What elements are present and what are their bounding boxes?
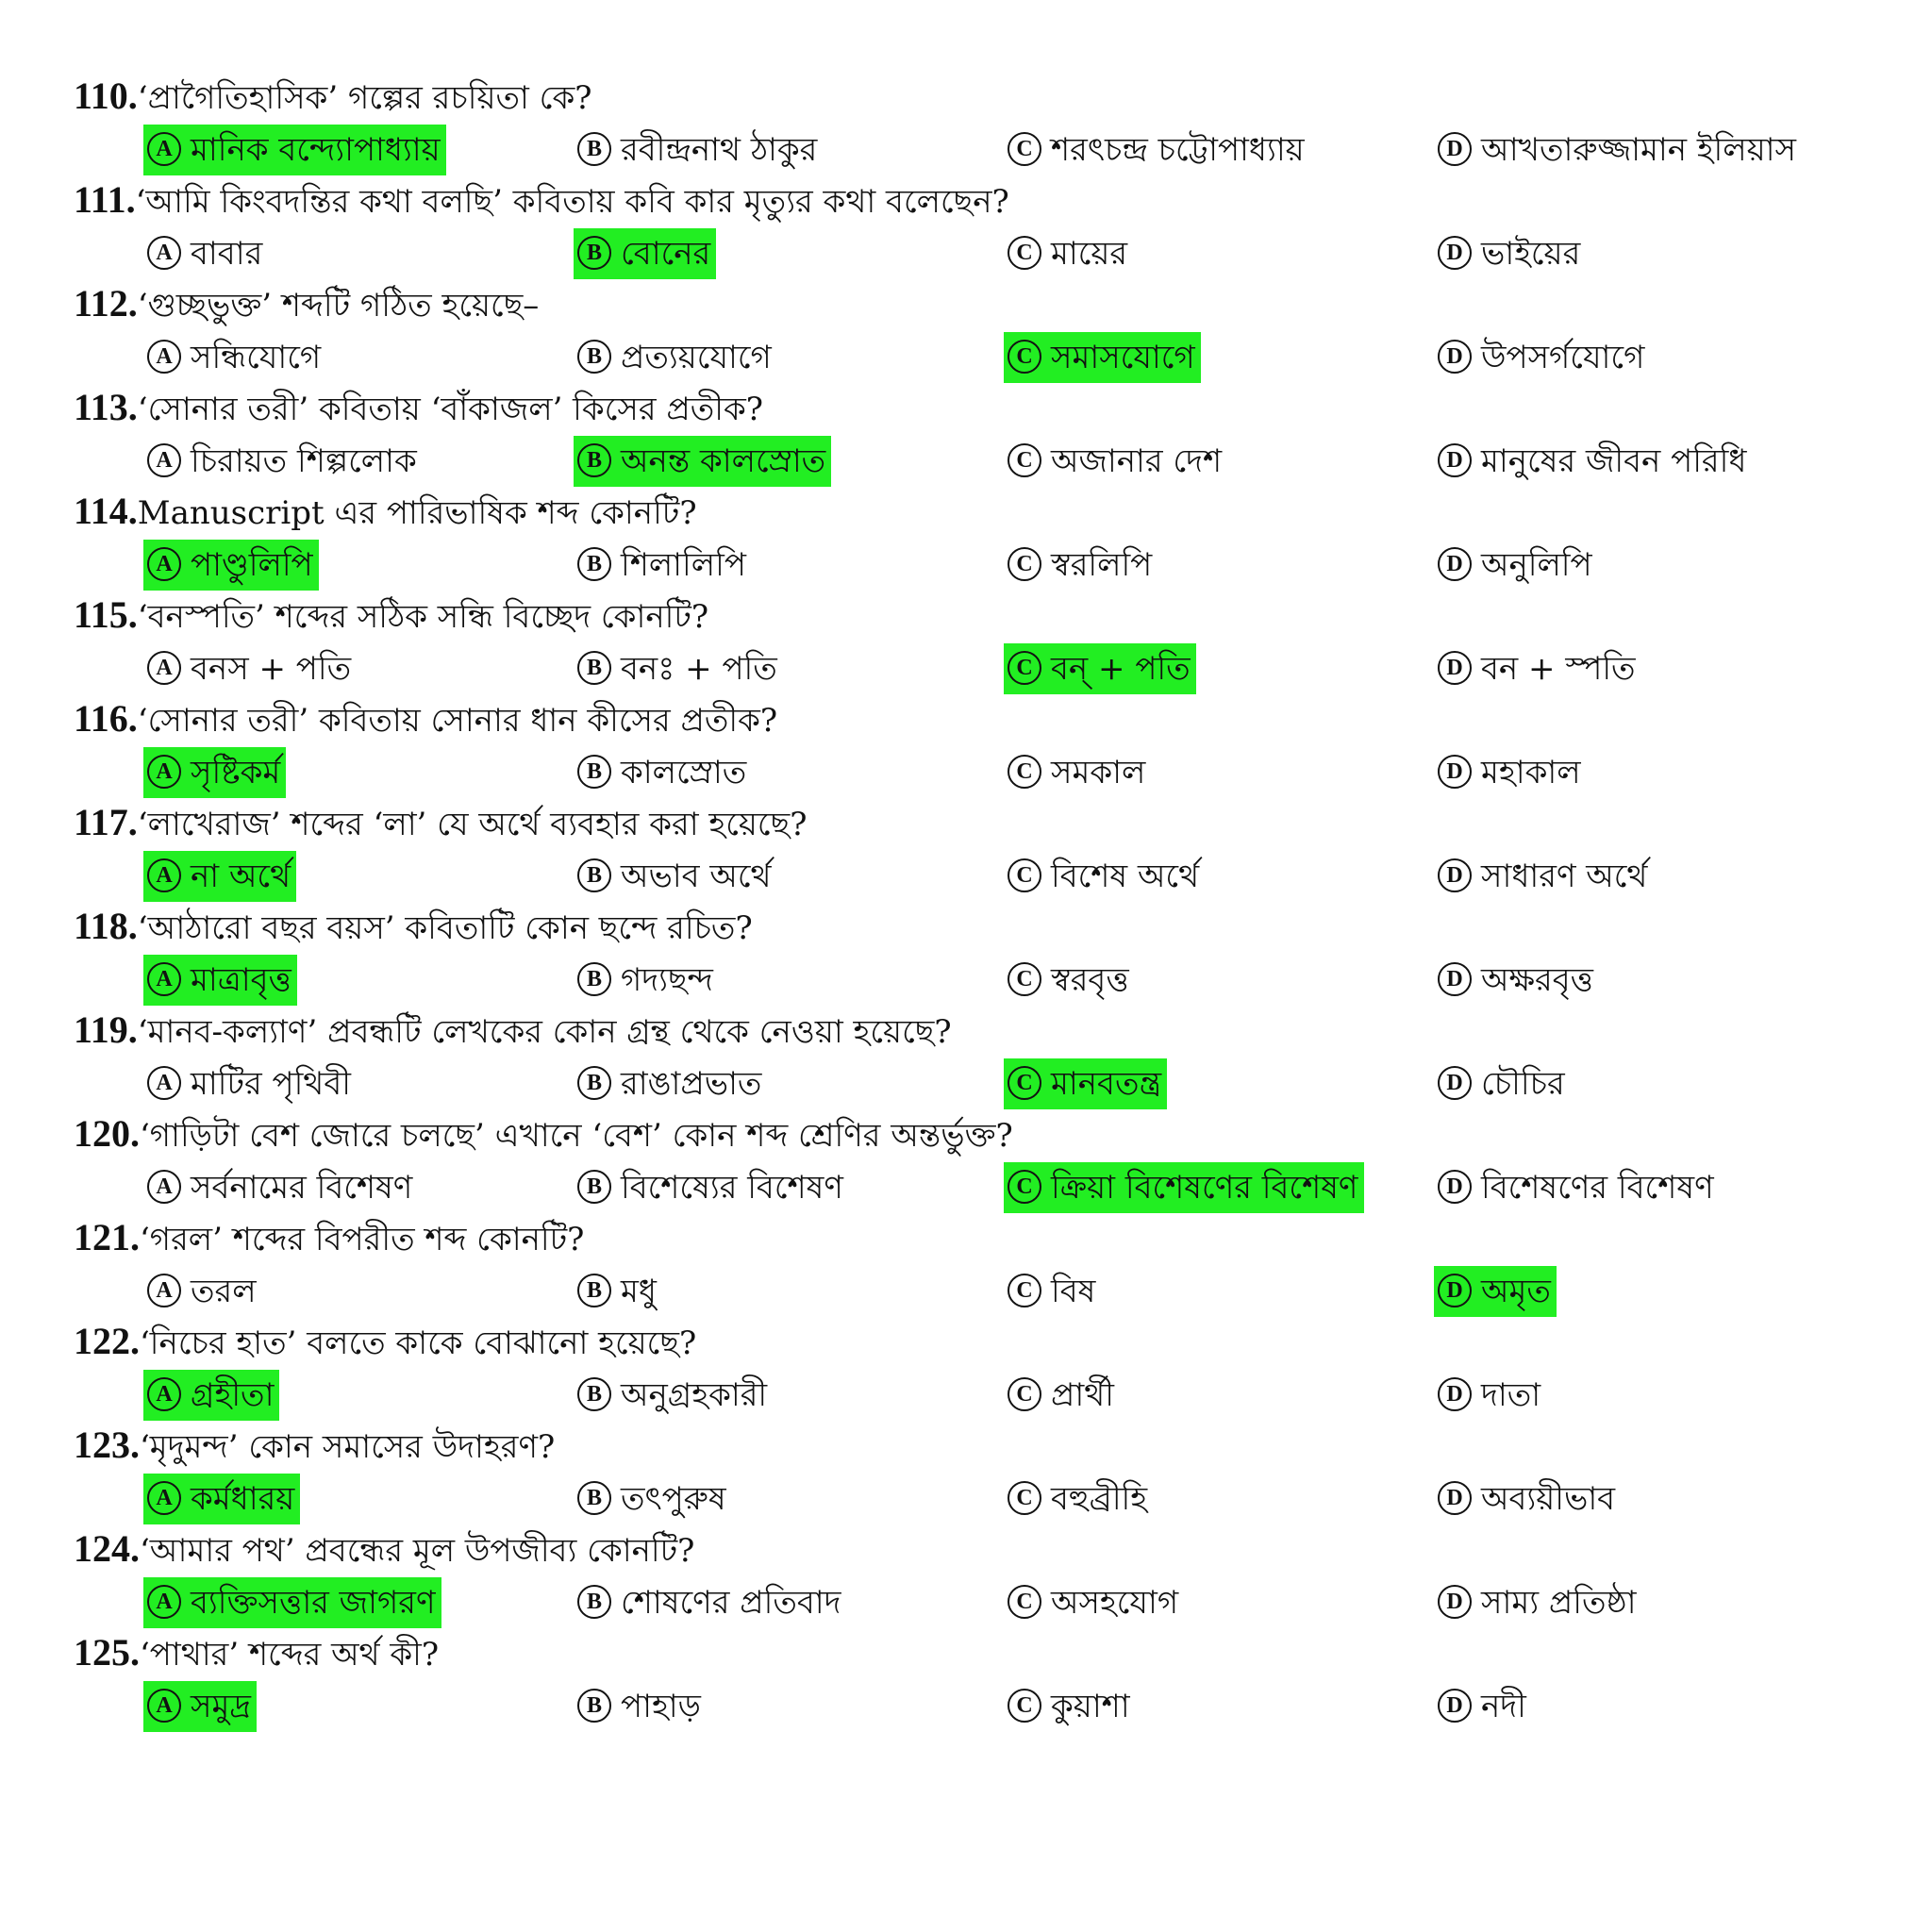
option-d[interactable] xyxy=(1434,1058,1571,1109)
question-text: ‘গাড়িটা বেশ জোরে চলছে’ এখানে ‘বেশ’ কোন শব্দ শ্রেণির অন্তর্ভুক্ত? xyxy=(140,1117,1013,1155)
question-text: ‘লাখেরাজ’ শব্দের ‘লা’ যে অর্থে ব্যবহার করা হয়েছে? xyxy=(137,806,808,843)
question-number: 112. xyxy=(74,282,138,325)
option-d[interactable] xyxy=(1434,540,1598,591)
option-c[interactable] xyxy=(1004,851,1205,902)
answer-options xyxy=(74,1162,1866,1213)
question-text: ‘আঠারো বছর বয়স’ কবিতাটি কোন ছন্দে রচিত? xyxy=(137,909,753,947)
question-line xyxy=(74,694,777,743)
option-text: রাঙাপ্রভাত xyxy=(621,1065,762,1103)
question-number: 119. xyxy=(74,1008,138,1051)
question-line xyxy=(74,798,807,847)
option-d[interactable] xyxy=(1434,332,1650,383)
option-letter-circle-icon: D xyxy=(1438,1274,1472,1307)
option-a[interactable] xyxy=(143,436,423,487)
question-number: 111. xyxy=(74,178,136,221)
option-letter-circle-icon: D xyxy=(1438,651,1472,685)
option-c[interactable] xyxy=(1004,955,1135,1006)
option-b[interactable] xyxy=(574,1681,707,1732)
option-text: বিশেষ্যের বিশেষণ xyxy=(621,1169,843,1207)
option-text: নদী xyxy=(1481,1688,1526,1725)
question-text: ‘পাথার’ শব্দের অর্থ কী? xyxy=(140,1636,440,1674)
option-a-correct[interactable] xyxy=(143,125,446,175)
option-text: পাহাড় xyxy=(621,1688,701,1725)
question-line xyxy=(74,1109,1013,1158)
option-letter-circle-icon: C xyxy=(1008,1377,1041,1411)
option-letter-circle-icon: D xyxy=(1438,547,1472,581)
option-d[interactable] xyxy=(1434,643,1641,694)
question-number: 117. xyxy=(74,801,138,843)
question-item xyxy=(74,383,1866,487)
option-text: ব্যক্তিসত্তার জাগরণ xyxy=(191,1584,436,1622)
option-a[interactable] xyxy=(143,1058,357,1109)
option-text: বিশেষণের বিশেষণ xyxy=(1481,1169,1714,1207)
question-number: 113. xyxy=(74,386,138,428)
question-text: ‘বনস্পতি’ শব্দের সঠিক সন্ধি বিচ্ছেদ কোনটি? xyxy=(137,598,709,636)
option-a[interactable] xyxy=(143,228,268,279)
question-number: 122. xyxy=(74,1320,140,1362)
answer-options xyxy=(74,955,1866,1006)
question-line xyxy=(74,279,539,328)
question-list xyxy=(74,72,1866,1732)
question-line xyxy=(74,1524,694,1574)
option-letter-circle-icon: B xyxy=(577,132,611,166)
option-letter-circle-icon: B xyxy=(577,962,611,996)
question-text: ‘সোনার তরী’ কবিতায় সোনার ধান কীসের প্রতীক? xyxy=(137,702,778,740)
question-number: 114. xyxy=(74,490,138,532)
option-text: স্বরবৃত্ত xyxy=(1051,961,1129,999)
option-letter-circle-icon: D xyxy=(1438,1170,1472,1204)
option-text: বন + স্পতি xyxy=(1481,650,1636,688)
option-letter-circle-icon: A xyxy=(147,1377,181,1411)
option-letter-circle-icon: C xyxy=(1008,1689,1041,1723)
option-letter-circle-icon: A xyxy=(147,1481,181,1515)
option-d[interactable] xyxy=(1434,955,1599,1006)
option-b[interactable] xyxy=(574,332,777,383)
question-item xyxy=(74,1524,1866,1628)
option-d[interactable] xyxy=(1434,1681,1532,1732)
option-letter-circle-icon: B xyxy=(577,755,611,789)
option-d[interactable] xyxy=(1434,436,1752,487)
option-text: চিরায়ত শিল্পলোক xyxy=(191,442,417,480)
option-letter-circle-icon: A xyxy=(147,755,181,789)
option-text: তৎপুরুষ xyxy=(621,1480,726,1518)
answer-options xyxy=(74,125,1866,175)
option-d[interactable] xyxy=(1434,125,1802,175)
option-letter-circle-icon: B xyxy=(577,1377,611,1411)
option-a-correct[interactable] xyxy=(143,747,286,798)
option-b[interactable] xyxy=(574,1370,773,1421)
option-a[interactable] xyxy=(143,643,357,694)
option-letter-circle-icon: D xyxy=(1438,340,1472,374)
option-letter-circle-icon: C xyxy=(1008,340,1041,374)
option-text: মানিক বন্দ্যোপাধ্যায় xyxy=(191,131,441,169)
option-text: শোষণের প্রতিবাদ xyxy=(621,1584,841,1622)
option-text: শিলালিপি xyxy=(621,546,746,584)
option-letter-circle-icon: D xyxy=(1438,443,1472,477)
question-text: ‘আমার পথ’ প্রবন্ধের মূল উপজীব্য কোনটি? xyxy=(140,1532,695,1570)
question-text: Manuscript এর পারিভাষিক শব্দ কোনটি? xyxy=(137,494,697,532)
option-text: প্রত্যয়যোগে xyxy=(621,339,772,376)
option-letter-circle-icon: D xyxy=(1438,1066,1472,1100)
option-text: মহাকাল xyxy=(1481,754,1581,791)
option-letter-circle-icon: A xyxy=(147,443,181,477)
option-text: আখতারুজ্জামান ইলিয়াস xyxy=(1481,131,1796,169)
question-number: 110. xyxy=(74,75,138,117)
option-text: শরৎচন্দ্র চট্টোপাধ্যায় xyxy=(1051,131,1305,169)
option-d[interactable] xyxy=(1434,747,1587,798)
option-text: সাম্য প্রতিষ্ঠা xyxy=(1481,1584,1637,1622)
option-d[interactable] xyxy=(1434,1370,1546,1421)
question-line xyxy=(74,1421,555,1470)
option-letter-circle-icon: B xyxy=(577,1274,611,1307)
option-letter-circle-icon: B xyxy=(577,236,611,270)
option-letter-circle-icon: B xyxy=(577,1170,611,1204)
option-letter-circle-icon: C xyxy=(1008,547,1041,581)
question-item xyxy=(74,902,1866,1006)
option-c-correct[interactable] xyxy=(1004,643,1196,694)
option-text: মধু xyxy=(621,1273,657,1310)
question-item xyxy=(74,591,1866,694)
question-item xyxy=(74,1317,1866,1421)
question-item xyxy=(74,1421,1866,1524)
option-b[interactable] xyxy=(574,955,719,1006)
option-a-correct[interactable] xyxy=(143,955,297,1006)
question-line xyxy=(74,1317,696,1366)
option-b[interactable] xyxy=(574,643,783,694)
question-line xyxy=(74,487,697,536)
option-text: উপসর্গযোগে xyxy=(1481,339,1645,376)
option-text: সমুদ্র xyxy=(191,1688,251,1725)
option-a-correct[interactable] xyxy=(143,1474,300,1524)
option-c[interactable] xyxy=(1004,1370,1120,1421)
option-text: বিশেষ অর্থে xyxy=(1051,858,1200,895)
option-text: অভাব অর্থে xyxy=(621,858,772,895)
option-text: বিষ xyxy=(1051,1273,1096,1310)
option-letter-circle-icon: A xyxy=(147,858,181,892)
option-letter-circle-icon: B xyxy=(577,651,611,685)
option-b[interactable] xyxy=(574,851,777,902)
option-text: অক্ষরবৃত্ত xyxy=(1481,961,1593,999)
option-letter-circle-icon: B xyxy=(577,340,611,374)
option-text: প্রার্থী xyxy=(1051,1376,1114,1414)
option-letter-circle-icon: A xyxy=(147,340,181,374)
option-letter-circle-icon: D xyxy=(1438,236,1472,270)
option-b-correct[interactable] xyxy=(574,228,716,279)
question-number: 124. xyxy=(74,1527,140,1570)
option-text: বনস + পতি xyxy=(191,650,352,688)
option-b[interactable] xyxy=(574,747,752,798)
option-text: কুয়াশা xyxy=(1051,1688,1130,1725)
option-d[interactable] xyxy=(1434,1474,1621,1524)
option-text: সৃষ্টিকর্ম xyxy=(191,754,281,791)
option-text: মানবতন্ত্র xyxy=(1051,1065,1162,1103)
option-c[interactable] xyxy=(1004,747,1151,798)
option-a-correct[interactable] xyxy=(143,851,296,902)
question-item xyxy=(74,694,1866,798)
option-letter-circle-icon: A xyxy=(147,1274,181,1307)
option-letter-circle-icon: D xyxy=(1438,132,1472,166)
question-number: 121. xyxy=(74,1216,140,1258)
option-text: মানুষের জীবন পরিধি xyxy=(1481,442,1747,480)
question-line xyxy=(74,1213,584,1262)
option-b-correct[interactable] xyxy=(574,436,831,487)
answer-options xyxy=(74,436,1866,487)
option-letter-circle-icon: A xyxy=(147,132,181,166)
option-letter-circle-icon: C xyxy=(1008,1170,1041,1204)
option-letter-circle-icon: D xyxy=(1438,1585,1472,1619)
question-item xyxy=(74,72,1866,175)
option-b[interactable] xyxy=(574,1474,732,1524)
answer-options xyxy=(74,228,1866,279)
option-text: স্বরলিপি xyxy=(1051,546,1153,584)
option-b[interactable] xyxy=(574,540,752,591)
option-text: বহুব্রীহি xyxy=(1051,1480,1148,1518)
option-letter-circle-icon: A xyxy=(147,962,181,996)
question-line xyxy=(74,1006,952,1055)
option-letter-circle-icon: B xyxy=(577,1481,611,1515)
option-text: কর্মধারয় xyxy=(191,1480,295,1518)
option-letter-circle-icon: C xyxy=(1008,962,1041,996)
option-text: ভাইয়ের xyxy=(1481,235,1581,273)
option-a-correct[interactable] xyxy=(143,540,319,591)
answer-options xyxy=(74,1474,1866,1524)
question-text: ‘আমি কিংবদন্তির কথা বলছি’ কবিতায় কবি কার মৃত্যুর কথা বলেছেন? xyxy=(135,183,1009,221)
question-text: ‘নিচের হাত’ বলতে কাকে বোঝানো হয়েছে? xyxy=(140,1324,697,1362)
option-text: বাবার xyxy=(191,235,263,273)
option-c[interactable] xyxy=(1004,436,1227,487)
option-c-correct[interactable] xyxy=(1004,1162,1364,1213)
option-letter-circle-icon: C xyxy=(1008,1585,1041,1619)
option-letter-circle-icon: C xyxy=(1008,236,1041,270)
option-letter-circle-icon: B xyxy=(577,443,611,477)
option-b[interactable] xyxy=(574,1058,767,1109)
option-letter-circle-icon: C xyxy=(1008,1274,1041,1307)
option-text: বোনের xyxy=(621,235,711,273)
option-a[interactable] xyxy=(143,332,326,383)
option-d[interactable] xyxy=(1434,851,1653,902)
option-letter-circle-icon: C xyxy=(1008,132,1041,166)
option-letter-circle-icon: D xyxy=(1438,755,1472,789)
option-d[interactable] xyxy=(1434,1162,1720,1213)
option-d[interactable] xyxy=(1434,228,1586,279)
question-item xyxy=(74,279,1866,383)
option-letter-circle-icon: C xyxy=(1008,1481,1041,1515)
option-text: পাণ্ডুলিপি xyxy=(191,546,313,584)
option-c[interactable] xyxy=(1004,228,1133,279)
option-text: তরল xyxy=(191,1273,257,1310)
option-text: অমৃত xyxy=(1481,1273,1551,1310)
option-letter-circle-icon: B xyxy=(577,1689,611,1723)
answer-options xyxy=(74,643,1866,694)
option-b[interactable] xyxy=(574,1266,662,1317)
answer-options xyxy=(74,851,1866,902)
option-text: মাত্রাবৃত্ত xyxy=(191,961,291,999)
question-text: ‘মৃদুমন্দ’ কোন সমাসের উদাহরণ? xyxy=(140,1428,556,1466)
option-letter-circle-icon: A xyxy=(147,547,181,581)
option-letter-circle-icon: A xyxy=(147,1585,181,1619)
question-item xyxy=(74,1213,1866,1317)
question-number: 118. xyxy=(74,905,138,947)
option-text: সাধারণ অর্থে xyxy=(1481,858,1648,895)
option-letter-circle-icon: D xyxy=(1438,858,1472,892)
option-c[interactable] xyxy=(1004,125,1310,175)
question-item xyxy=(74,1006,1866,1109)
option-c[interactable] xyxy=(1004,540,1158,591)
option-letter-circle-icon: B xyxy=(577,547,611,581)
question-number: 125. xyxy=(74,1631,140,1674)
answer-options xyxy=(74,540,1866,591)
option-b[interactable] xyxy=(574,1577,847,1628)
option-letter-circle-icon: D xyxy=(1438,1481,1472,1515)
option-letter-circle-icon: C xyxy=(1008,858,1041,892)
answer-options xyxy=(74,1370,1866,1421)
question-text: ‘সোনার তরী’ কবিতায় ‘বাঁকাজল’ কিসের প্রতীক? xyxy=(137,391,763,428)
question-number: 123. xyxy=(74,1424,140,1466)
option-a-correct[interactable] xyxy=(143,1577,441,1628)
option-letter-circle-icon: D xyxy=(1438,1689,1472,1723)
option-text: মায়ের xyxy=(1051,235,1128,273)
option-c-correct[interactable] xyxy=(1004,332,1201,383)
option-text: রবীন্দ্রনাথ ঠাকুর xyxy=(621,131,818,169)
option-a[interactable] xyxy=(143,1266,262,1317)
option-d-correct[interactable] xyxy=(1434,1266,1557,1317)
option-c[interactable] xyxy=(1004,1474,1153,1524)
option-letter-circle-icon: B xyxy=(577,1585,611,1619)
option-c[interactable] xyxy=(1004,1266,1101,1317)
question-text: ‘প্রাগৈতিহাসিক’ গল্পের রচয়িতা কে? xyxy=(137,79,592,117)
answer-options xyxy=(74,1266,1866,1317)
answer-options xyxy=(74,1577,1866,1628)
option-text: বন্ + পতি xyxy=(1051,650,1191,688)
question-number: 116. xyxy=(74,697,138,740)
option-text: চৌচির xyxy=(1481,1065,1565,1103)
option-text: দাতা xyxy=(1481,1376,1541,1414)
question-text: ‘গরল’ শব্দের বিপরীত শব্দ কোনটি? xyxy=(140,1221,585,1258)
question-line xyxy=(74,902,753,951)
option-text: সমাসযোগে xyxy=(1051,339,1195,376)
option-text: অনন্ত কালস্রোত xyxy=(621,442,826,480)
option-d[interactable] xyxy=(1434,1577,1642,1628)
question-item xyxy=(74,798,1866,902)
question-text: ‘মানব-কল্যাণ’ প্রবন্ধটি লেখকের কোন গ্রন্থ থেকে নেওয়া হয়েছে? xyxy=(137,1013,952,1051)
option-text: গদ্যছন্দ xyxy=(621,961,713,999)
option-a-correct[interactable] xyxy=(143,1681,257,1732)
option-letter-circle-icon: B xyxy=(577,1066,611,1100)
question-text: ‘গুচ্ছভুক্ত’ শব্দটি গঠিত হয়েছে– xyxy=(137,287,540,325)
question-item xyxy=(74,487,1866,591)
answer-options xyxy=(74,747,1866,798)
question-line xyxy=(74,175,1009,225)
answer-options xyxy=(74,1058,1866,1109)
option-b[interactable] xyxy=(574,125,823,175)
option-text: অজানার দেশ xyxy=(1051,442,1223,480)
question-line xyxy=(74,383,763,432)
question-line xyxy=(74,1628,439,1677)
question-number: 115. xyxy=(74,593,138,636)
option-text: অব্যয়ীভাব xyxy=(1481,1480,1616,1518)
option-letter-circle-icon: D xyxy=(1438,962,1472,996)
option-text: গ্রহীতা xyxy=(191,1376,275,1414)
option-text: ক্রিয়া বিশেষণের বিশেষণ xyxy=(1051,1169,1358,1207)
option-letter-circle-icon: A xyxy=(147,236,181,270)
option-text: অনুলিপি xyxy=(1481,546,1592,584)
option-text: কালস্রোত xyxy=(621,754,747,791)
option-text: অনুগ্রহকারী xyxy=(621,1376,768,1414)
question-item xyxy=(74,1109,1866,1213)
option-letter-circle-icon: D xyxy=(1438,1377,1472,1411)
question-item xyxy=(74,175,1866,279)
option-c[interactable] xyxy=(1004,1577,1184,1628)
question-number: 120. xyxy=(74,1112,140,1155)
question-item xyxy=(74,1628,1866,1732)
question-line xyxy=(74,72,591,121)
option-letter-circle-icon: A xyxy=(147,1066,181,1100)
option-a[interactable] xyxy=(143,1162,418,1213)
option-letter-circle-icon: B xyxy=(577,858,611,892)
option-letter-circle-icon: C xyxy=(1008,651,1041,685)
answer-options xyxy=(74,332,1866,383)
option-text: মাটির পৃথিবী xyxy=(191,1065,351,1103)
option-text: সর্বনামের বিশেষণ xyxy=(191,1169,413,1207)
option-letter-circle-icon: A xyxy=(147,1689,181,1723)
option-a-correct[interactable] xyxy=(143,1370,279,1421)
option-letter-circle-icon: C xyxy=(1008,755,1041,789)
option-text: বনঃ + পতি xyxy=(621,650,777,688)
answer-options xyxy=(74,1681,1866,1732)
option-text: সমকাল xyxy=(1051,754,1146,791)
option-text: অসহযোগ xyxy=(1051,1584,1179,1622)
option-b[interactable] xyxy=(574,1162,849,1213)
option-letter-circle-icon: C xyxy=(1008,1066,1041,1100)
option-letter-circle-icon: C xyxy=(1008,443,1041,477)
option-c-correct[interactable] xyxy=(1004,1058,1167,1109)
question-line xyxy=(74,591,708,640)
option-letter-circle-icon: A xyxy=(147,1170,181,1204)
option-letter-circle-icon: A xyxy=(147,651,181,685)
option-text: না অর্থে xyxy=(191,858,291,895)
option-text: সন্ধিযোগে xyxy=(191,339,322,376)
option-c[interactable] xyxy=(1004,1681,1136,1732)
